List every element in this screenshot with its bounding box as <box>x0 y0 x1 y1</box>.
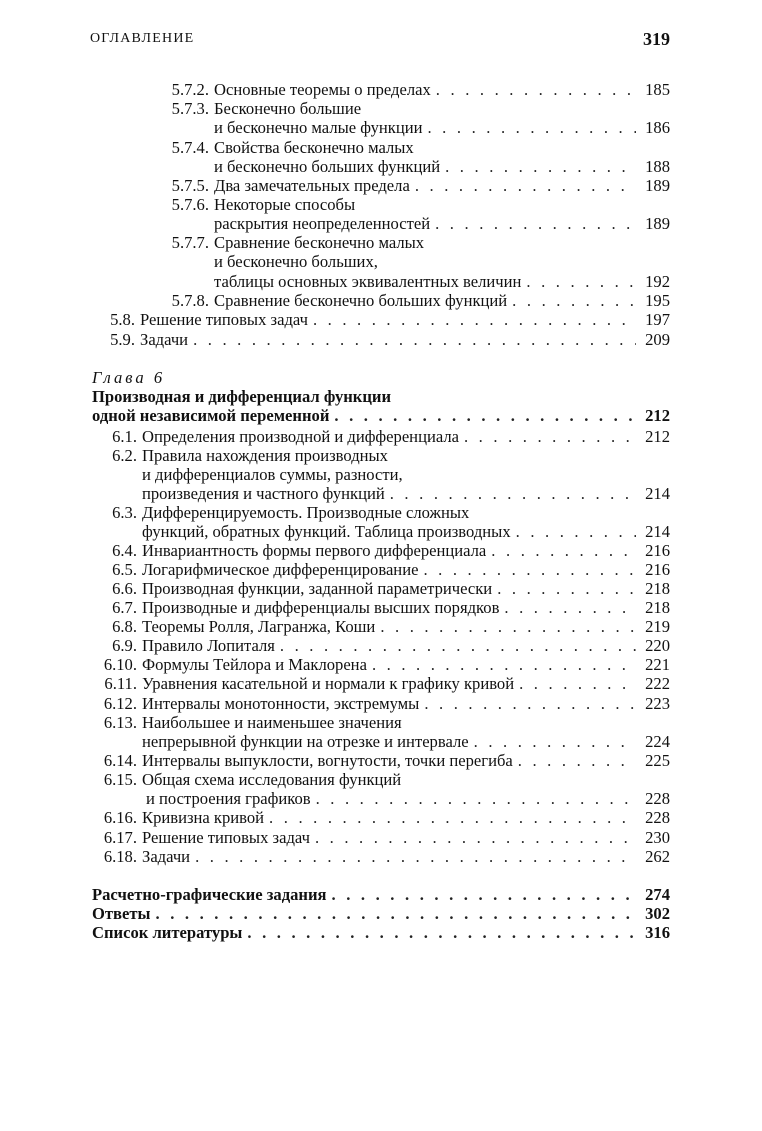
section-number: 5.7.5. <box>171 176 209 195</box>
toc-line <box>102 579 670 598</box>
section-number: 6.3. <box>112 503 137 522</box>
dot-leader <box>423 560 636 579</box>
toc-page-number: 212 <box>645 406 670 425</box>
toc-heading-line <box>92 923 670 942</box>
page-number: 319 <box>643 29 670 49</box>
dot-leader <box>518 751 636 770</box>
section-number: 6.6. <box>112 579 137 598</box>
section-number: 6.2. <box>112 446 137 465</box>
toc-page-number: 228 <box>645 808 670 827</box>
section-number: 6.8. <box>112 617 137 636</box>
toc-line <box>100 310 670 329</box>
toc-line <box>94 713 402 732</box>
toc-line <box>214 252 378 271</box>
toc-page-number: 212 <box>645 427 670 446</box>
dot-leader <box>315 828 636 847</box>
toc-page-number: 222 <box>645 674 670 693</box>
section-number: 5.8. <box>110 310 135 329</box>
section-title: Инвариантность формы первого дифференциала <box>142 541 487 560</box>
dot-leader <box>280 636 636 655</box>
toc-line <box>94 751 670 770</box>
toc-page-number: 188 <box>645 157 670 176</box>
section-title: Дифференцируемость. Производные сложных <box>142 503 470 522</box>
toc-line <box>102 636 670 655</box>
toc-line <box>94 770 401 789</box>
section-number: 6.14. <box>103 751 137 770</box>
toc-page-number: 316 <box>645 923 670 942</box>
section-number: 6.11. <box>104 674 137 693</box>
toc-heading-line <box>92 904 670 923</box>
dot-leader <box>372 655 636 674</box>
section-title: Формулы Тейлора и Маклорена <box>142 655 367 674</box>
chapter-label-text: Глава 6 <box>92 368 166 387</box>
dot-leader <box>390 484 636 503</box>
section-number: 6.12. <box>103 694 137 713</box>
section-number: 5.7.7. <box>171 233 209 252</box>
dot-leader <box>497 579 636 598</box>
section-title: Производные и дифференциалы высших порядков <box>142 598 500 617</box>
toc-line <box>160 291 670 310</box>
dot-leader <box>435 214 636 233</box>
dot-leader <box>334 406 636 425</box>
section-title: Кривизна кривой <box>142 808 265 827</box>
section-title: Производная и дифференциал функции <box>92 387 392 406</box>
toc-line <box>160 99 361 118</box>
toc-page-number: 218 <box>645 598 670 617</box>
section-title: и бесконечно малые функции <box>214 118 423 137</box>
section-title: одной независимой переменной <box>92 406 330 425</box>
dot-leader <box>332 885 636 904</box>
section-title: Решение типовых задач <box>140 310 308 329</box>
section-title: Правила нахождения производных <box>142 446 388 465</box>
toc-page-number: 221 <box>645 655 670 674</box>
toc-line <box>102 427 670 446</box>
toc-line <box>160 138 414 157</box>
section-title: Сравнение бесконечно малых <box>214 233 425 252</box>
toc-line <box>142 732 670 751</box>
dot-leader <box>445 157 636 176</box>
section-title: функций, обратных функций. Таблица производных <box>142 522 511 541</box>
section-number: 6.9. <box>112 636 137 655</box>
toc-heading-line <box>92 387 391 406</box>
toc-page-number: 220 <box>645 636 670 655</box>
section-title: Ответы <box>92 904 151 923</box>
toc-page-number: 186 <box>645 118 670 137</box>
section-title: Бесконечно большие <box>214 99 362 118</box>
toc-line <box>160 80 670 99</box>
section-title: Некоторые способы <box>214 195 356 214</box>
section-title: таблицы основных эквивалентных величин <box>214 272 522 291</box>
section-title: и бесконечно больших функций <box>214 157 441 176</box>
toc-line <box>160 176 670 195</box>
dot-leader <box>491 541 636 560</box>
section-title: Два замечательных предела <box>214 176 410 195</box>
toc-line <box>94 808 670 827</box>
toc-line <box>214 272 670 291</box>
toc-line <box>214 118 670 137</box>
section-title: непрерывной функции на отрезке и интервале <box>142 732 469 751</box>
dot-leader <box>316 789 636 808</box>
section-title: Теоремы Ролля, Лагранжа, Коши <box>142 617 376 636</box>
dot-leader <box>247 923 636 942</box>
dot-leader <box>269 808 636 827</box>
section-title: Уравнения касательной и нормали к графику кривой <box>142 674 515 693</box>
toc-page-number: 192 <box>645 272 670 291</box>
toc-line <box>94 694 670 713</box>
toc-page-number: 214 <box>645 522 670 541</box>
dot-leader <box>526 272 636 291</box>
section-title: Задачи <box>142 847 191 866</box>
toc-line <box>142 484 670 503</box>
section-title: Логарифмическое дифференцирование <box>142 560 419 579</box>
chapter-label <box>92 368 165 387</box>
section-title: Интервалы выпуклости, вогнутости, точки перегиба <box>142 751 513 770</box>
toc-page-number: 224 <box>645 732 670 751</box>
section-number: 6.17. <box>103 828 137 847</box>
section-number: 6.10. <box>103 655 137 674</box>
section-title: Свойства бесконечно малых <box>214 138 414 157</box>
dot-leader <box>464 427 636 446</box>
toc-line <box>142 522 670 541</box>
section-title: Определения производной и дифференциала <box>142 427 459 446</box>
dot-leader <box>424 694 636 713</box>
toc-line <box>160 195 355 214</box>
toc-page-number: 197 <box>645 310 670 329</box>
section-number: 6.5. <box>112 560 137 579</box>
toc-line <box>146 789 670 808</box>
running-head-title: ОГЛАВЛЕНИЕ <box>90 31 195 46</box>
toc-page-number: 216 <box>645 560 670 579</box>
dot-leader <box>313 310 636 329</box>
toc-page-number: 230 <box>645 828 670 847</box>
toc-line <box>94 674 670 693</box>
toc-page-number: 262 <box>645 847 670 866</box>
section-number: 5.7.3. <box>171 99 209 118</box>
section-title: Список литературы <box>92 923 243 942</box>
toc-line <box>102 598 670 617</box>
toc-page-number: 216 <box>645 541 670 560</box>
running-head <box>90 29 670 51</box>
dot-leader <box>156 904 637 923</box>
section-title: Производная функции, заданной параметрически <box>142 579 493 598</box>
toc-line <box>102 503 469 522</box>
section-number: 6.15. <box>103 770 137 789</box>
dot-leader <box>193 330 636 349</box>
toc-line <box>214 157 670 176</box>
section-title: Основные теоремы о пределах <box>214 80 431 99</box>
toc-page-number: 302 <box>645 904 670 923</box>
section-number: 5.9. <box>110 330 135 349</box>
section-number: 6.4. <box>112 541 137 560</box>
toc-line <box>214 214 670 233</box>
toc-page-number: 225 <box>645 751 670 770</box>
section-title: Расчетно-графические задания <box>92 885 327 904</box>
dot-leader <box>195 847 636 866</box>
section-title: Наибольшее и наименьшее значения <box>142 713 402 732</box>
section-number: 6.1. <box>112 427 137 446</box>
section-title: Решение типовых задач <box>142 828 310 847</box>
section-number: 5.7.6. <box>171 195 209 214</box>
toc-page-number: 218 <box>645 579 670 598</box>
toc-line <box>102 446 388 465</box>
section-number: 5.7.2. <box>171 80 209 99</box>
dot-leader <box>512 291 636 310</box>
section-title: произведения и частного функций <box>142 484 385 503</box>
section-number: 5.7.8. <box>171 291 209 310</box>
section-number: 6.7. <box>112 598 137 617</box>
toc-page-number: 209 <box>645 330 670 349</box>
section-title: и дифференциалов суммы, разности, <box>142 465 403 484</box>
toc-line <box>100 330 670 349</box>
dot-leader <box>519 674 636 693</box>
toc-page-number: 223 <box>645 694 670 713</box>
toc-line <box>160 233 424 252</box>
toc-line <box>102 617 670 636</box>
toc-page-number: 195 <box>645 291 670 310</box>
dot-leader <box>474 732 636 751</box>
section-title: и построения графиков <box>146 789 311 808</box>
toc-page-number: 214 <box>645 484 670 503</box>
dot-leader <box>436 80 636 99</box>
toc-line <box>94 828 670 847</box>
toc-page-number: 219 <box>645 617 670 636</box>
toc-page-number: 228 <box>645 789 670 808</box>
section-title: Общая схема исследования функций <box>142 770 402 789</box>
toc-line <box>102 560 670 579</box>
toc-page-number: 189 <box>645 214 670 233</box>
section-title: раскрытия неопределенностей <box>214 214 431 233</box>
section-number: 5.7.4. <box>171 138 209 157</box>
toc-line <box>142 465 403 484</box>
toc-heading-line <box>92 885 670 904</box>
toc-line <box>94 847 670 866</box>
dot-leader <box>516 522 636 541</box>
dot-leader <box>380 617 636 636</box>
dot-leader <box>504 598 636 617</box>
dot-leader <box>427 118 636 137</box>
section-number: 6.16. <box>103 808 137 827</box>
toc-heading-line <box>92 406 670 425</box>
toc-page-number: 274 <box>645 885 670 904</box>
section-number: 6.13. <box>103 713 137 732</box>
section-title: Сравнение бесконечно больших функций <box>214 291 508 310</box>
section-title: Интервалы монотонности, экстремумы <box>142 694 420 713</box>
section-title: Правило Лопиталя <box>142 636 275 655</box>
dot-leader <box>415 176 636 195</box>
toc-page-number: 189 <box>645 176 670 195</box>
toc-line <box>94 655 670 674</box>
toc-line <box>102 541 670 560</box>
section-number: 6.18. <box>103 847 137 866</box>
section-title: Задачи <box>140 330 189 349</box>
toc-page-number: 185 <box>645 80 670 99</box>
section-title: и бесконечно больших, <box>214 252 378 271</box>
